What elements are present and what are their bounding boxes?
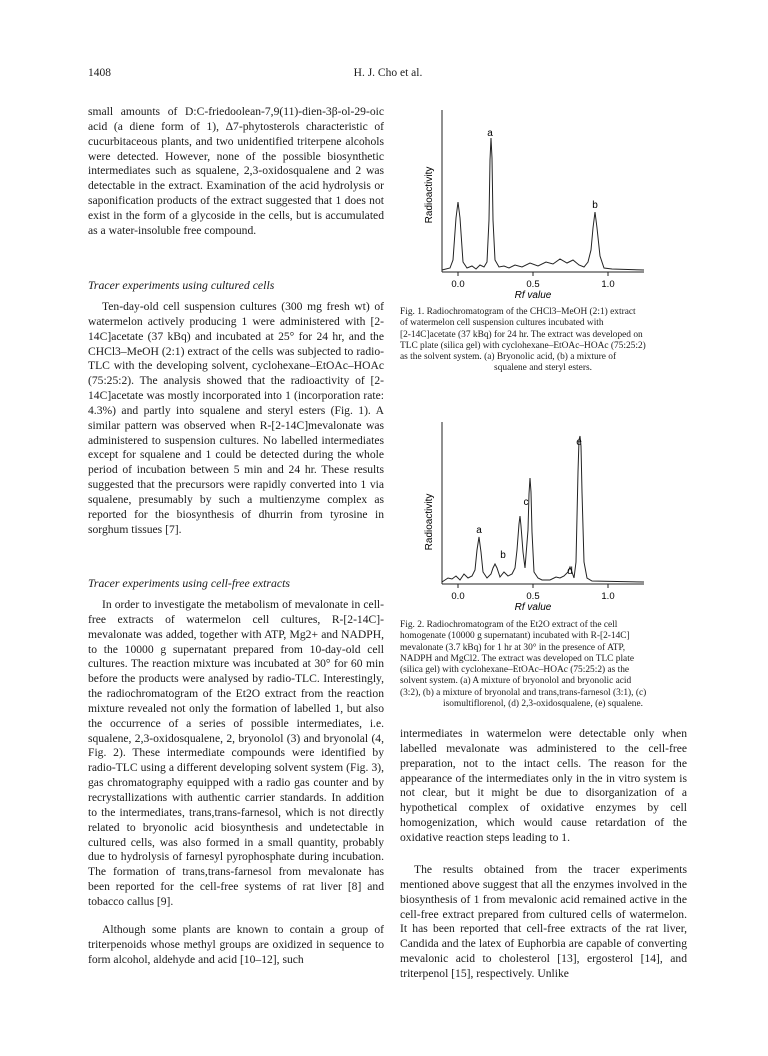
fig2-caption-line: isomultiflorenol, (d) 2,3-oxidosqualene, (e) squalene.	[443, 699, 643, 710]
fig1-caption-line: [2-14C]acetate (37 kBq) for 24 hr. The extract was developed on	[400, 329, 643, 340]
fig2-peak-label-b: b	[500, 550, 506, 561]
left-para-4: Although some plants are known to contain a group of triterpenoids whose methyl groups are oxidized in sequence to form alcohol, aldehyde and acid [10–12], such	[88, 923, 384, 966]
fig2-peak-label-a: a	[476, 525, 482, 536]
section-heading-cell-free: Tracer experiments using cell-free extracts	[88, 576, 291, 590]
fig2-x-axis-label: Rf value	[514, 602, 552, 613]
fig2-tick-label-1: 1.0	[601, 591, 615, 602]
fig1-caption-line: of watermelon cell suspension cultures incubated with	[400, 318, 604, 329]
right-para-1: intermediates in watermelon were detectable only when labelled mevalonate was administered to the cell-free preparation, not to the intact cells. The reason for the appearance of the intermediates only in the in vitro system is not clear, but it might be due to disorganization of a hypothetical complex of oxidative enzymes by cell homogenization, which would cause retardation of the oxidative reaction steps leading to 1.	[400, 727, 687, 844]
fig2-tick-label-05: 0.5	[526, 591, 540, 602]
fig1-caption-line: as the solvent system. (a) Bryonolic acid, (b) a mixture of	[400, 352, 617, 363]
right-para-2: The results obtained from the tracer experiments mentioned above suggest that all the enzymes involved in the biosynthesis of 1 from mevalonic acid remained active in the cell-free extract prepared from cultured cells of watermelon. It has been reported that cell-free extracts of the rat liver, Candida and the latex of Euphorbia are capable of converting mevalonic acid to cholesterol [13], ergosterol [14], and triterpenol [15], respectively. Unlike	[400, 863, 687, 980]
page-number: 1408	[88, 67, 111, 79]
fig2-caption-line: solvent system. (a) A mixture of bryonolol and bryonolic acid	[400, 676, 632, 687]
fig2-caption-line: homogenate (10000 g supernatant) incubated with R-[2-14C]	[400, 631, 630, 642]
figure-2-radiochromatogram	[412, 412, 652, 614]
fig1-x-axis-label: Rf value	[514, 290, 552, 301]
running-head: H. J. Cho et al.	[353, 67, 423, 79]
fig1-y-axis-label: Radioactivity	[424, 166, 435, 224]
fig1-trace	[442, 138, 644, 270]
fig2-peak-label-c: c	[523, 497, 529, 508]
fig1-peak-label-b: b	[592, 200, 598, 211]
section-heading-cultured-cells: Tracer experiments using cultured cells	[88, 278, 275, 292]
fig1-tick-label-0: 0.0	[451, 279, 465, 290]
fig1-peak-label-a: a	[487, 128, 493, 139]
figure-1-radiochromatogram	[412, 100, 652, 302]
fig1-caption-line: Fig. 1. Radiochromatogram of the CHCl3–MeOH (2:1) extract	[400, 307, 636, 317]
fig1-tick-label-1: 1.0	[601, 279, 615, 290]
left-para-1: small amounts of D:C-friedoolean-7,9(11)-dien-3β-ol-29-oic acid (a diene form of 1), Δ7-phytosterols characteristic of cucurbitaceous plants, and two unidentified triterpene alcohols were detected. However, none of the possible biosynthetic intermediates such as squalene, 2,3-oxidosqualene and 2 was detectable in the extract. Examination of the acid hydrolysis or saponification products of the extract suggested that 1 does not exist in the form of a glycoside in the cells, but is accumulated as a water-insoluble free compound.	[88, 105, 384, 237]
fig2-y-axis-label: Radioactivity	[424, 493, 435, 551]
fig1-tick-label-05: 0.5	[526, 279, 540, 290]
fig2-caption-line: Fig. 2. Radiochromatogram of the Et2O extract of the cell	[400, 620, 618, 630]
left-para-2: Ten-day-old cell suspension cultures (300 mg fresh wt) of watermelon actively producing 1 were administered with [2-14C]acetate (37 kBq) and incubated at 25° for 24 hr, and the CHCl3–MeOH (2:1) extract of the cells was subjected to radio-TLC with the developing solvent, cyclohexane–EtOAc–HOAc (75:25:2). The analysis showed that the radioactivity of [2-14C]acetate was mostly incorporated into 1 (incorporation rate: 4.3%) and partly into squalene and steryl esters (Fig. 1). A similar pattern was observed when R-[2-14C]mevalonate was administered to suspension cultures. No labelled intermediates except for squalene and 1 could be detected during the whole period of incubation between 5 min and 24 hr. These results suggested that the precursors were rapidly converted into 1 via squalene, presumably by such a multienzyme complex as reported for the biosynthesis of dhurrin from tyrosine in sorghum tissues [7].	[88, 300, 384, 536]
fig1-caption-line: squalene and steryl esters.	[494, 363, 592, 374]
fig2-caption-line: NADPH and MgCl2. The extract was developed on TLC plate	[400, 653, 634, 664]
figure-2-caption	[400, 620, 686, 710]
fig1-caption-line: TLC plate (silica gel) with cyclohexane–EtOAc–HOAc (75:25:2)	[400, 340, 646, 351]
fig2-peak-label-d: d	[567, 566, 573, 577]
fig2-peak-label-e: e	[576, 437, 582, 448]
fig2-caption-line: mevalonate (3.7 kBq) for 1 hr at 30° in the presence of ATP,	[400, 642, 626, 653]
left-para-3: In order to investigate the metabolism of mevalonate in cell-free extracts of watermelon cell cultures, R-[2-14C]-mevalonate was added, together with ATP, Mg2+ and NADPH, to the 10000 g supernatant prepared from 10-day-old cell cultures. The reaction mixture was incubated at 30° for 60 min before the products were analysed by radio-TLC. Interestingly, the radiochromatogram of the Et2O extract from the reaction mixture revealed not only the formation of labelled 1, but also the occurrence of a series of possible intermediates, i.e. squalene, 2,3-oxidosqualene, 2, bryonolol (3) and bryonolal (4, Fig. 2). These intermediate compounds were identified by radio-TLC using a different developing solvent system (Fig. 3), gas chromatography equipped with a radio gas counter and by recrystallizations with authentic carrier standards. In addition to the intermediates, trans,trans-farnesol, which is not directly related to bryonolic acid biosynthesis and undetectable in cultured cells, was also formed in a small quantity, probably due to hydrolysis of farnesyl pyrophosphate during incubation. The formation of trans,trans-farnesol from mevalonate has been reported for the cell-free systems of rat liver [8] and tobacco callus [9].	[88, 598, 384, 908]
page-header	[88, 67, 688, 83]
figure-1-caption	[400, 307, 686, 375]
fig2-trace	[442, 436, 644, 582]
fig2-caption-line: (3:2), (b) a mixture of bryonolal and trans,trans-farnesol (3:1), (c)	[400, 687, 647, 698]
fig2-caption-line: (silica gel) with cyclohexane–EtOAc–HOAc (75:25:2) as the	[400, 665, 630, 676]
fig2-tick-label-0: 0.0	[451, 591, 465, 602]
